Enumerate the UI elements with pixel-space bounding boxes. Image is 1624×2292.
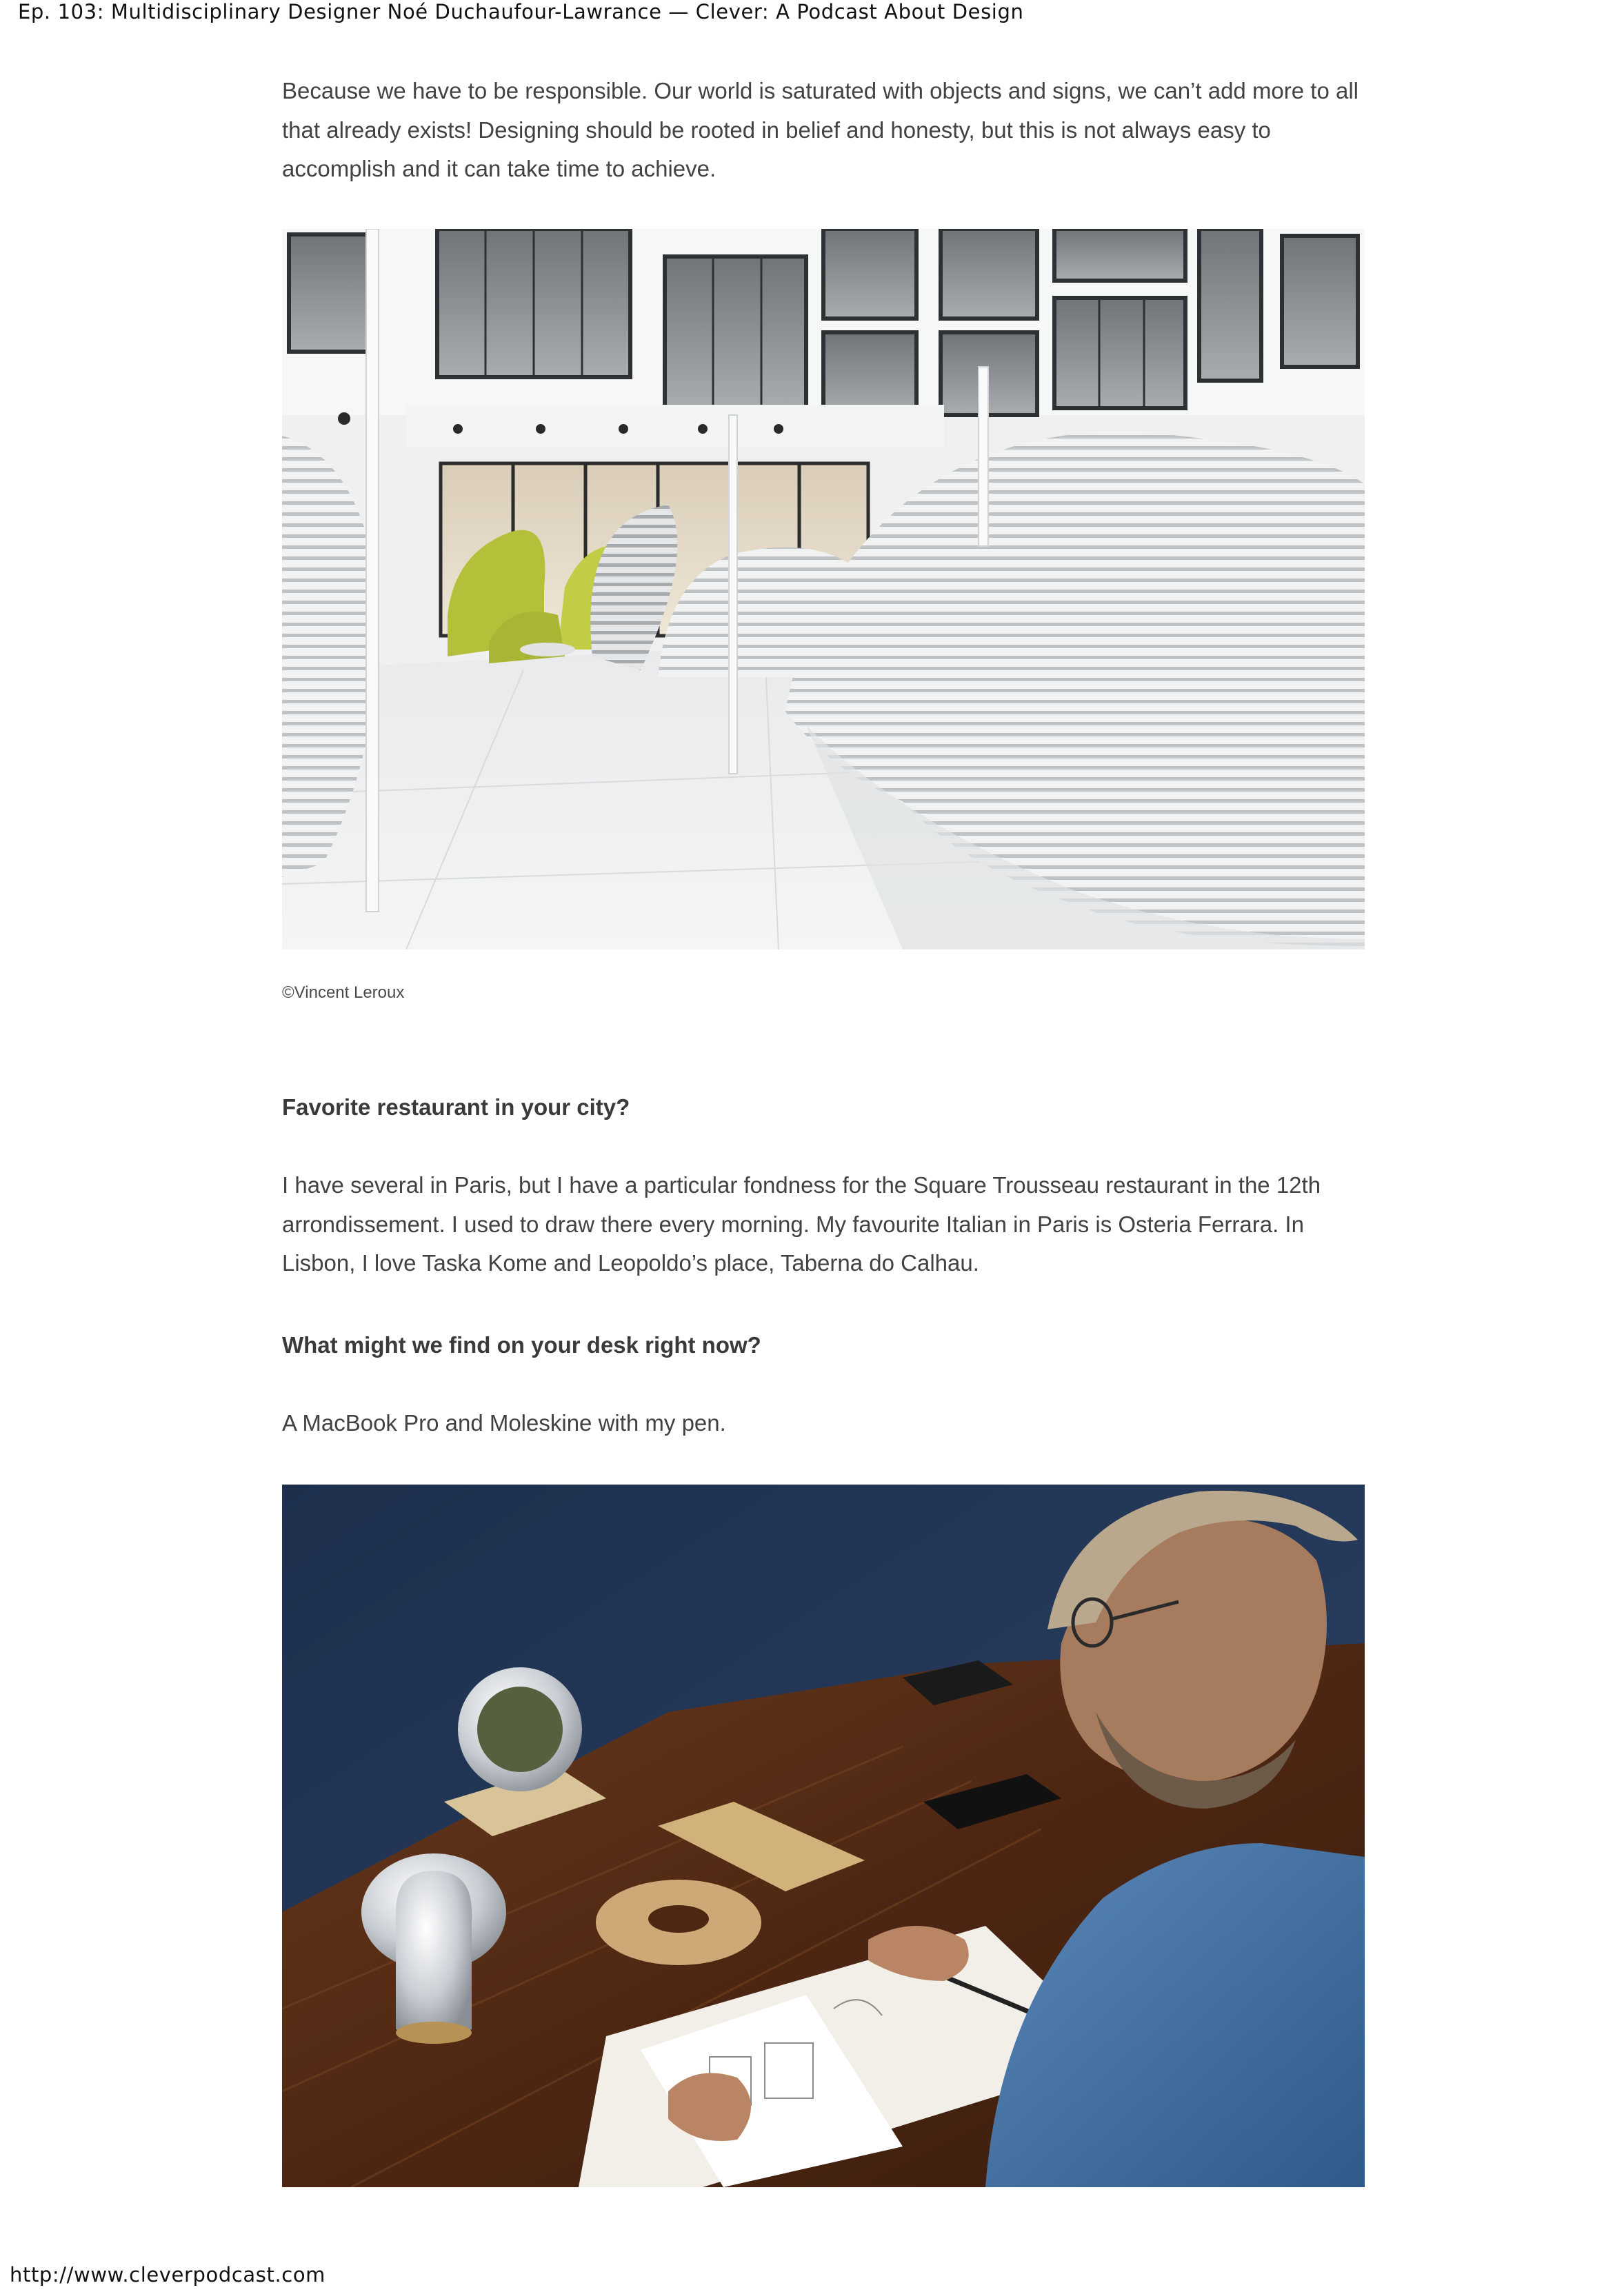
- answer-favorite-restaurant: I have several in Paris, but I have a particular fondness for the Square Trousseau restaurant in the 12th arrondissement. I used to draw there every morning. My favourite Italian in Paris is Osteria Ferrara. In Lisbon, I love Taska Kome and Leopoldo’s place, Taberna do Calhau.: [282, 1172, 1321, 1276]
- print-footer-url: http://www.cleverpodcast.com: [10, 2263, 326, 2286]
- atrium-pavilion-image: [282, 229, 1365, 949]
- intro-paragraph: Because we have to be responsible. Our world is saturated with objects and signs, we can’t add more to all that already exists! Designing should be rooted in belief and honesty, but this is not always easy to accomplish and it can take time to achieve.: [282, 78, 1359, 181]
- question-desk-items: What might we find on your desk right now?: [282, 1332, 761, 1358]
- print-header-title: Ep. 103: Multidisciplinary Designer Noé Duchaufour-Lawrance — Clever: A Podcast About Design: [18, 0, 1024, 23]
- question-favorite-restaurant: Favorite restaurant in your city?: [282, 1094, 630, 1120]
- atrium-pavilion-photo: [282, 229, 1365, 949]
- designer-at-desk-photo: [282, 1485, 1365, 2187]
- photo-credit-caption: ©Vincent Leroux: [282, 983, 405, 1002]
- answer-desk-items: A MacBook Pro and Moleskine with my pen.: [282, 1410, 726, 1436]
- designer-at-desk-image: [282, 1485, 1365, 2187]
